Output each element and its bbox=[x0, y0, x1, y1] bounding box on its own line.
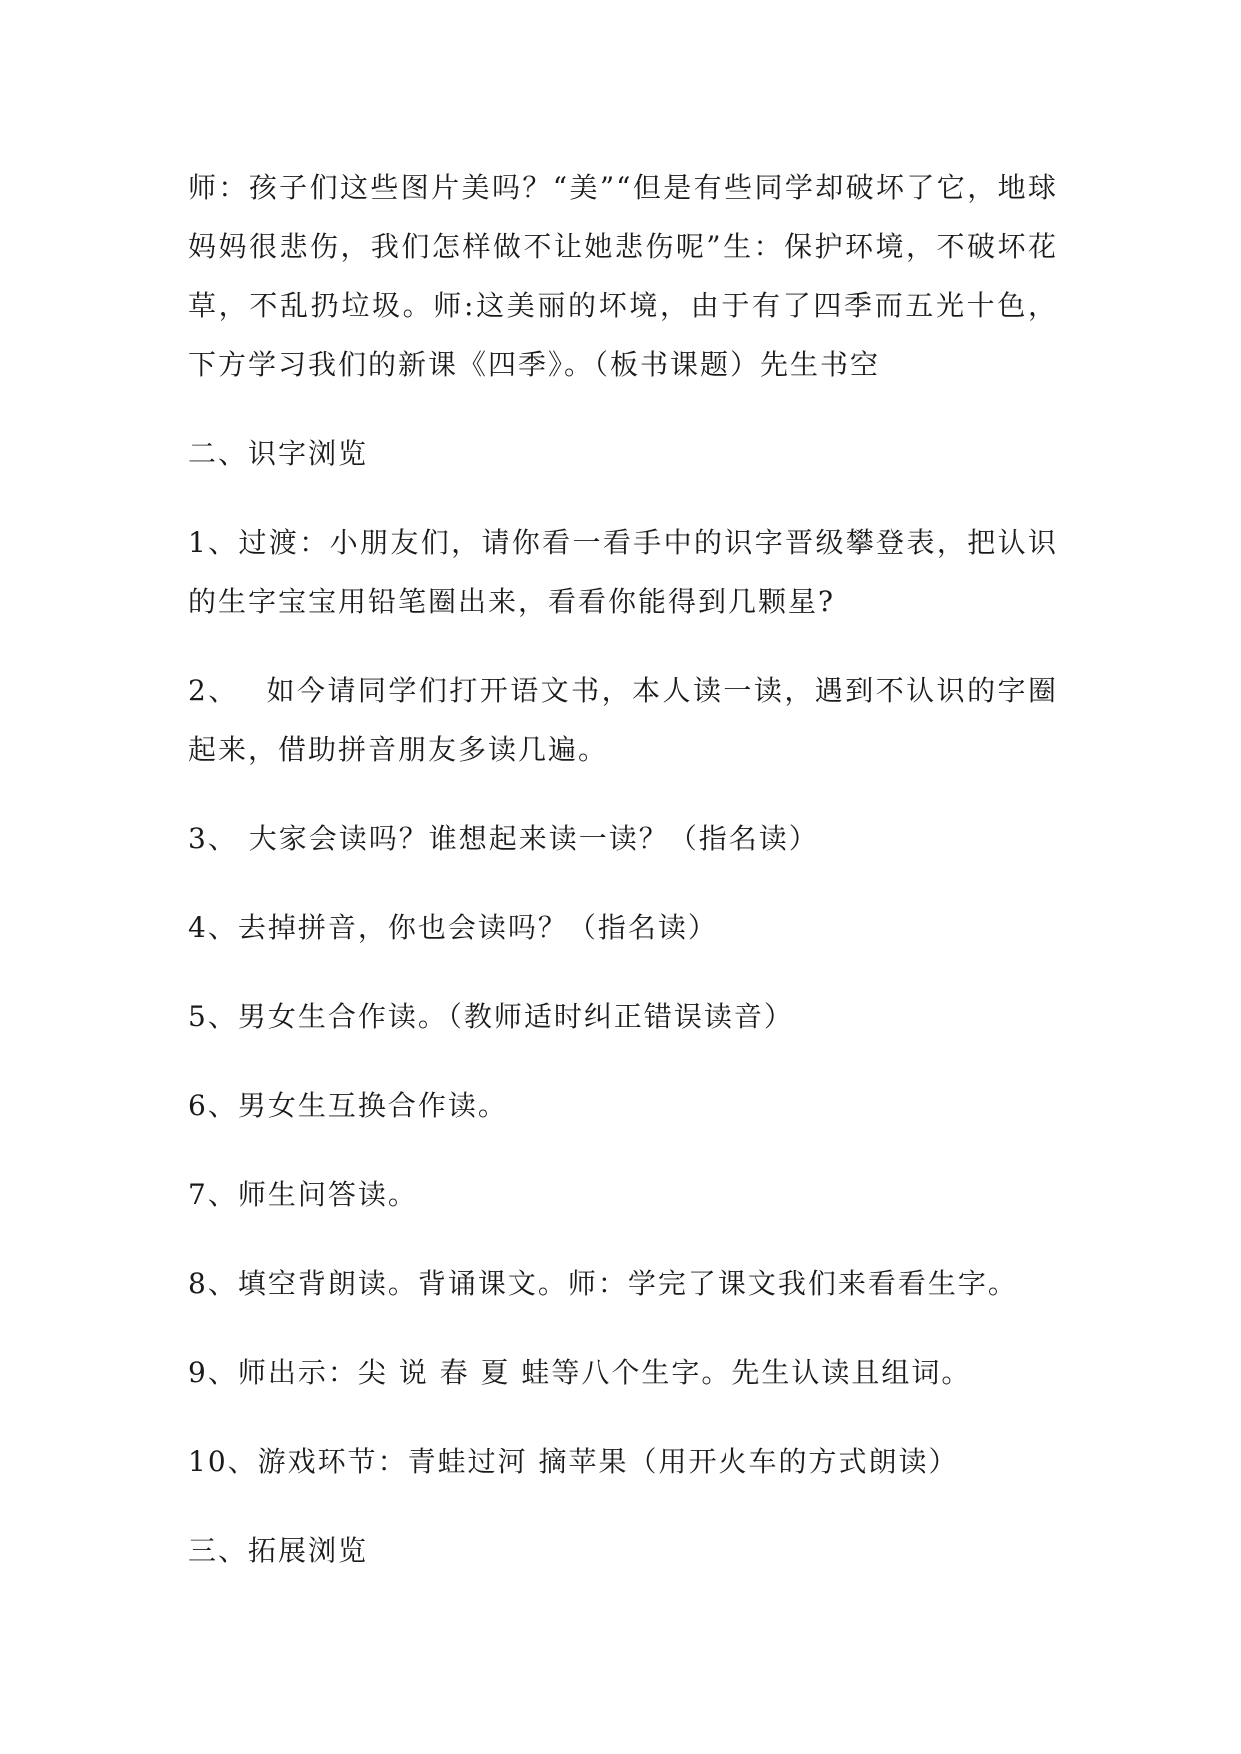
list-item-8: 8、填空背朗读。背诵课文。师：学完了课文我们来看看生字。 bbox=[188, 1267, 1018, 1300]
section-heading-extended-reading: 三、拓展浏览 bbox=[188, 1534, 369, 1567]
list-item-10: 10、游戏环节：青蛙过河 摘苹果（用开火车的方式朗读） bbox=[188, 1445, 959, 1478]
list-item-7: 7、师生问答读。 bbox=[188, 1178, 418, 1211]
section-heading-literacy-reading: 二、识字浏览 bbox=[188, 437, 369, 470]
list-item-6: 6、男女生互换合作读。 bbox=[188, 1089, 508, 1122]
list-item-2: 2、 如今请同学们打开语文书，本人读一读，遇到不认识的字圈起来，借助拼音朋友多读几遍。 bbox=[188, 674, 1058, 766]
paragraph-intro-dialogue: 师：孩子们这些图片美吗？“美”“但是有些同学却破坏了它，地球妈妈很悲伤，我们怎样做不让她悲伤呢”生：保护环境，不破坏花草，不乱扔垃圾。师:这美丽的坏境，由于有了四季而五光十色，下方学习我们的新课《四季》。（板书课题）先生书空 bbox=[188, 171, 1058, 381]
list-item-5: 5、男女生合作读。（教师适时纠正错误读音） bbox=[188, 1000, 794, 1033]
list-item-3: 3、 大家会读吗？谁想起来读一读？（指名读） bbox=[188, 822, 819, 855]
document-body bbox=[188, 158, 1058, 1580]
list-item-9: 9、师出示：尖 说 春 夏 蛙等八个生字。先生认读且组词。 bbox=[188, 1356, 972, 1389]
list-item-1: 1、过渡：小朋友们，请你看一看手中的识字晋级攀登表，把认识的生字宝宝用铅笔圈出来，看看你能得到几颗星? bbox=[188, 526, 1058, 618]
list-item-4: 4、去掉拼音，你也会读吗？（指名读） bbox=[188, 911, 718, 944]
